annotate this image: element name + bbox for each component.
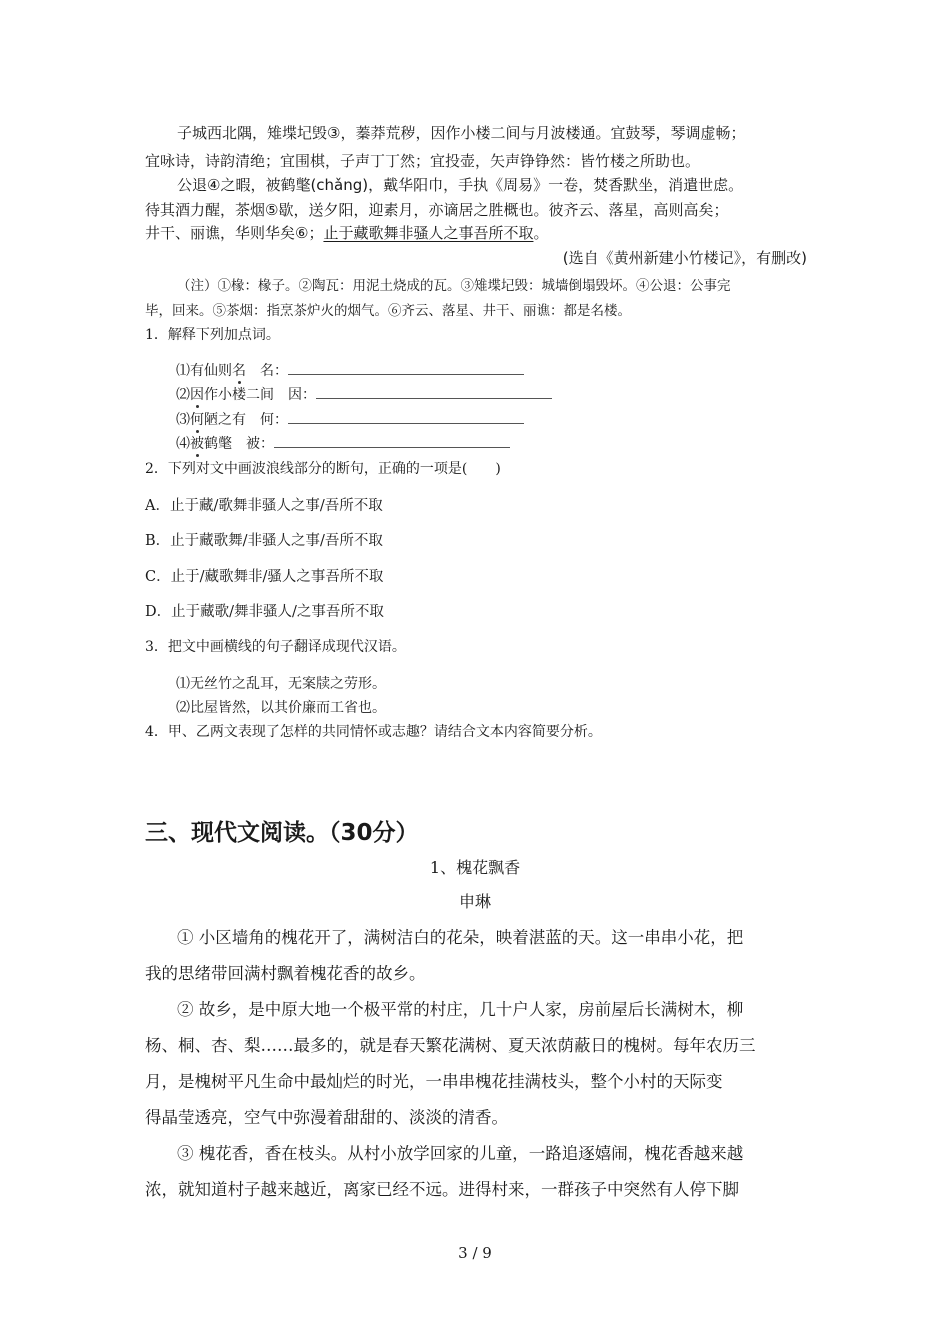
q1-item-3-dotted: 何	[190, 412, 204, 428]
q1-item-2	[176, 384, 552, 404]
q1-item-2-post: 作小楼二间 因：	[204, 387, 316, 403]
option-b[interactable]: B．止于藏歌舞/非骚人之事/吾所不取	[145, 533, 383, 549]
classical-para2-line3-end: 。	[533, 224, 549, 242]
q1-item-2-pre: ⑵	[176, 387, 190, 403]
option-d[interactable]: D．止于藏歌/舞非骚人/之事吾所不取	[145, 604, 384, 620]
article-line-7: ③ 槐花香，香在枝头。从村小放学回家的儿童，一路追逐嬉闹，槐花香越来越	[177, 1144, 744, 1163]
classical-para1-line1: 子城西北隅，雉堞圮毁③，蓁莽荒秽，因作小楼二间与月波楼通。宜鼓琴，琴调虚畅；	[177, 124, 746, 142]
answer-blank-4[interactable]	[274, 433, 510, 448]
classical-para2-line3-part1: 井干、丽谯，华则华矣⑥；	[145, 224, 324, 242]
article-line-2: 我的思绪带回满村飘着槐花香的故乡。	[145, 964, 426, 983]
article-line-3: ② 故乡，是中原大地一个极平常的村庄，几十户人家，房前屋后长满树木，柳	[177, 1000, 744, 1019]
article-line-4: 杨、桐、杏、梨……最多的，就是春天繁花满树、夏天浓荫蔽日的槐树。每年农历三	[145, 1036, 756, 1055]
answer-blank-2[interactable]	[316, 384, 552, 399]
question-3: 3．把文中画横线的句子翻译成现代汉语。	[145, 639, 406, 655]
question-2: 2．下列对文中画波浪线部分的断句，正确的一项是( )	[145, 461, 501, 477]
q1-item-3-post: 陋之有 何：	[204, 412, 288, 428]
section-heading: 三、现代文阅读。（30分）	[145, 820, 419, 846]
q1-item-4-dotted: 被	[190, 436, 204, 452]
answer-blank-1[interactable]	[288, 360, 524, 375]
article-line-1: ① 小区墙角的槐花开了，满树洁白的花朵，映着湛蓝的天。这一串串小花，把	[177, 928, 744, 947]
q3-item-2: ⑵比屋皆然，以其价廉而工省也。	[176, 700, 386, 716]
article-title: 1、槐花飘香	[429, 858, 521, 877]
q1-item-4-post: 鹤氅 被：	[204, 436, 274, 452]
q1-item-3	[176, 409, 524, 429]
q3-item-1: ⑴无丝竹之乱耳，无案牍之劳形。	[176, 676, 386, 692]
classical-para2-line1: 公退④之暇，被鹤氅(chǎng)，戴华阳巾，手执《周易》一卷，焚香默坐，消遣世虑。	[177, 176, 744, 194]
q1-item-3-pre: ⑶	[176, 412, 190, 428]
option-a[interactable]: A．止于藏/歌舞非骚人之事/吾所不取	[145, 498, 383, 514]
wavy-underlined-sentence: 止于藏歌舞非骚人之事吾所不取	[323, 224, 534, 242]
q1-item-1	[176, 360, 524, 380]
q1-item-1-dotted: 名	[232, 363, 246, 379]
classical-source: (选自《黄州新建小竹楼记》，有删改)	[562, 249, 807, 267]
classical-para2-line2: 待其酒力醒，茶烟⑤歇，送夕阳，迎素月，亦谪居之胜概也。彼齐云、落星，高则高矣；	[145, 201, 729, 219]
article-line-6: 得晶莹透亮，空气中弥漫着甜甜的、淡淡的清香。	[145, 1108, 508, 1127]
classical-para1-line2: 宜咏诗，诗韵清绝；宜围棋，子声丁丁然；宜投壶，矢声铮铮然：皆竹楼之所助也。	[145, 152, 701, 170]
option-c[interactable]: C．止于/藏歌舞非/骚人之事吾所不取	[145, 569, 384, 585]
page-number: 3 / 9	[458, 1244, 492, 1262]
notes-line1: （注）①椽：椽子。②陶瓦：用泥土烧成的瓦。③雉堞圮毁：城墙倒塌毁坏。④公退：公事完	[177, 278, 731, 294]
answer-blank-3[interactable]	[288, 409, 524, 424]
question-1: 1．解释下列加点词。	[145, 327, 280, 343]
q1-item-1-pre: ⑴有仙则	[176, 363, 232, 379]
notes-line2: 毕，回来。⑤茶烟：指烹茶炉火的烟气。⑥齐云、落星、井干、丽谯：都是名楼。	[145, 303, 631, 319]
article-author: 申琳	[458, 892, 491, 911]
q1-item-1-post: 名：	[246, 363, 288, 379]
classical-para2-line3	[145, 222, 548, 243]
question-4: 4．甲、乙两文表现了怎样的共同情怀或志趣？请结合文本内容简要分析。	[145, 724, 602, 740]
article-line-8: 浓，就知道村子越来越近，离家已经不远。进得村来，一群孩子中突然有人停下脚	[145, 1180, 739, 1199]
q1-item-4-pre: ⑷	[176, 436, 190, 452]
q1-item-4	[176, 433, 510, 453]
q1-item-2-dotted: 因	[190, 387, 204, 403]
article-line-5: 月，是槐树平凡生命中最灿烂的时光，一串串槐花挂满枝头，整个小村的天际变	[145, 1072, 723, 1091]
